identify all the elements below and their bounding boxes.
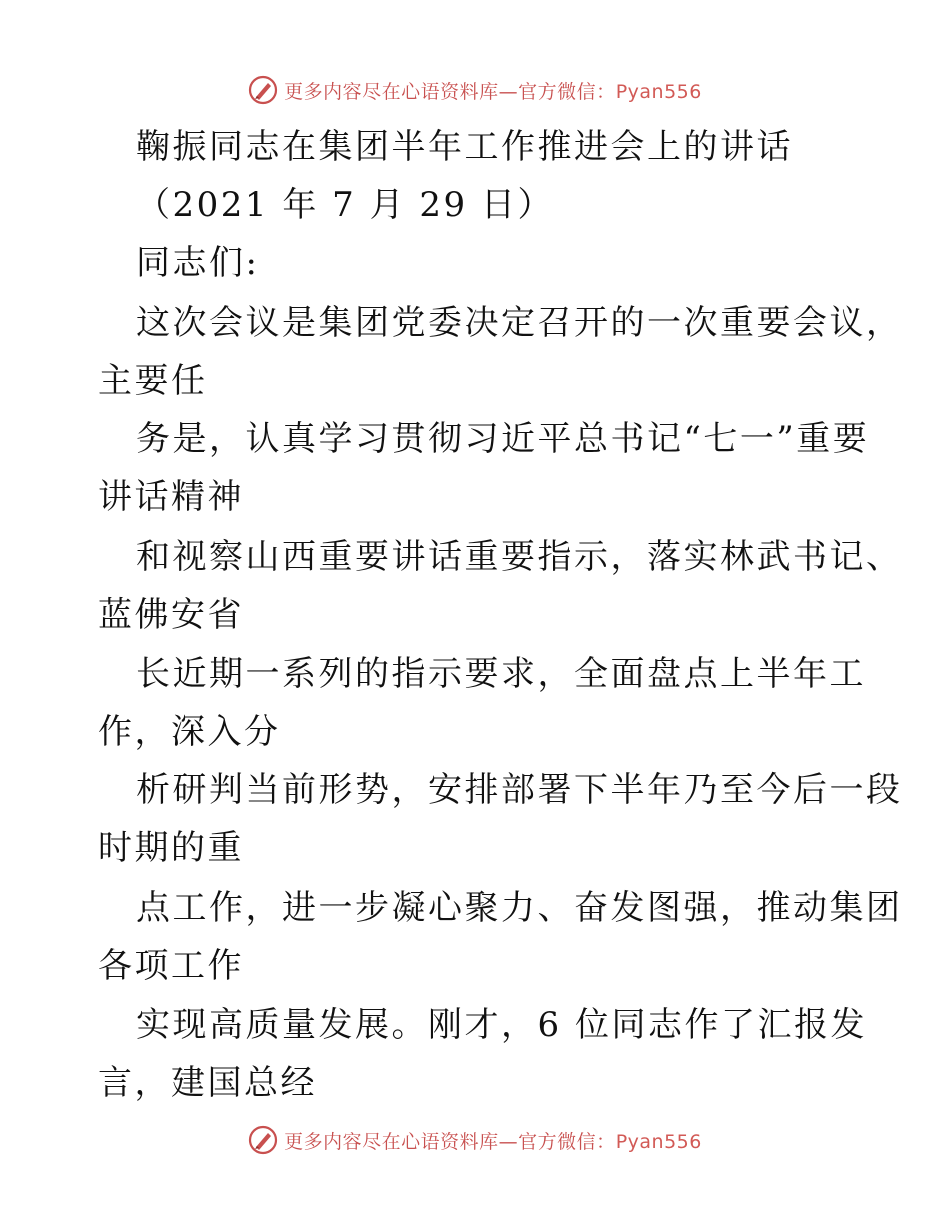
paragraph-line: 作，深入分 [98,712,281,752]
paragraph-line: 务是，认真学习贯彻习近平总书记“七一”重要 [136,419,870,459]
paragraph-line: 实现高质量发展。刚才，6 位同志作了汇报发 [136,1005,867,1045]
paragraph-line: 主要任 [98,361,208,401]
watermark-main-text: 更多内容尽在心语资料库 [284,1130,499,1153]
watermark-wechat-label: 官方微信： [518,80,616,103]
watermark-separator: — [498,1130,519,1153]
paragraph-line: 点工作，进一步凝心聚力、奋发图强，推动集团 [136,888,903,928]
watermark-wechat-id: Pyan556 [615,80,702,103]
watermark-text [284,77,702,104]
paragraph-line: 讲话精神 [98,477,244,517]
paragraph-line: 各项工作 [98,946,244,986]
watermark-separator: — [498,80,519,103]
quill-pen-logo-icon [248,75,278,105]
paragraph-line: 和视察山西重要讲话重要指示，落实林武书记、 [136,537,903,577]
document-title: 鞠振同志在集团半年工作推进会上的讲话 [136,127,793,167]
watermark-text [284,1127,702,1154]
watermark-main-text: 更多内容尽在心语资料库 [284,80,499,103]
watermark-header [0,70,950,110]
paragraph-line: 析研判当前形势，安排部署下半年乃至今后一段 [136,770,903,810]
paragraph-line: 言，建国总经 [98,1063,317,1103]
document-salutation: 同志们: [136,243,260,283]
paragraph-line: 这次会议是集团党委决定召开的一次重要会议， [136,303,903,343]
watermark-wechat-id: Pyan556 [615,1130,702,1153]
watermark-footer [0,1120,950,1160]
paragraph-line: 长近期一系列的指示要求，全面盘点上半年工 [136,654,866,694]
paragraph-line: 时期的重 [98,828,244,868]
document-date: （2021 年 7 月 29 日） [136,185,554,225]
paragraph-line: 蓝佛安省 [98,595,244,635]
quill-pen-logo-icon [248,1125,278,1155]
watermark-wechat-label: 官方微信： [518,1130,616,1153]
